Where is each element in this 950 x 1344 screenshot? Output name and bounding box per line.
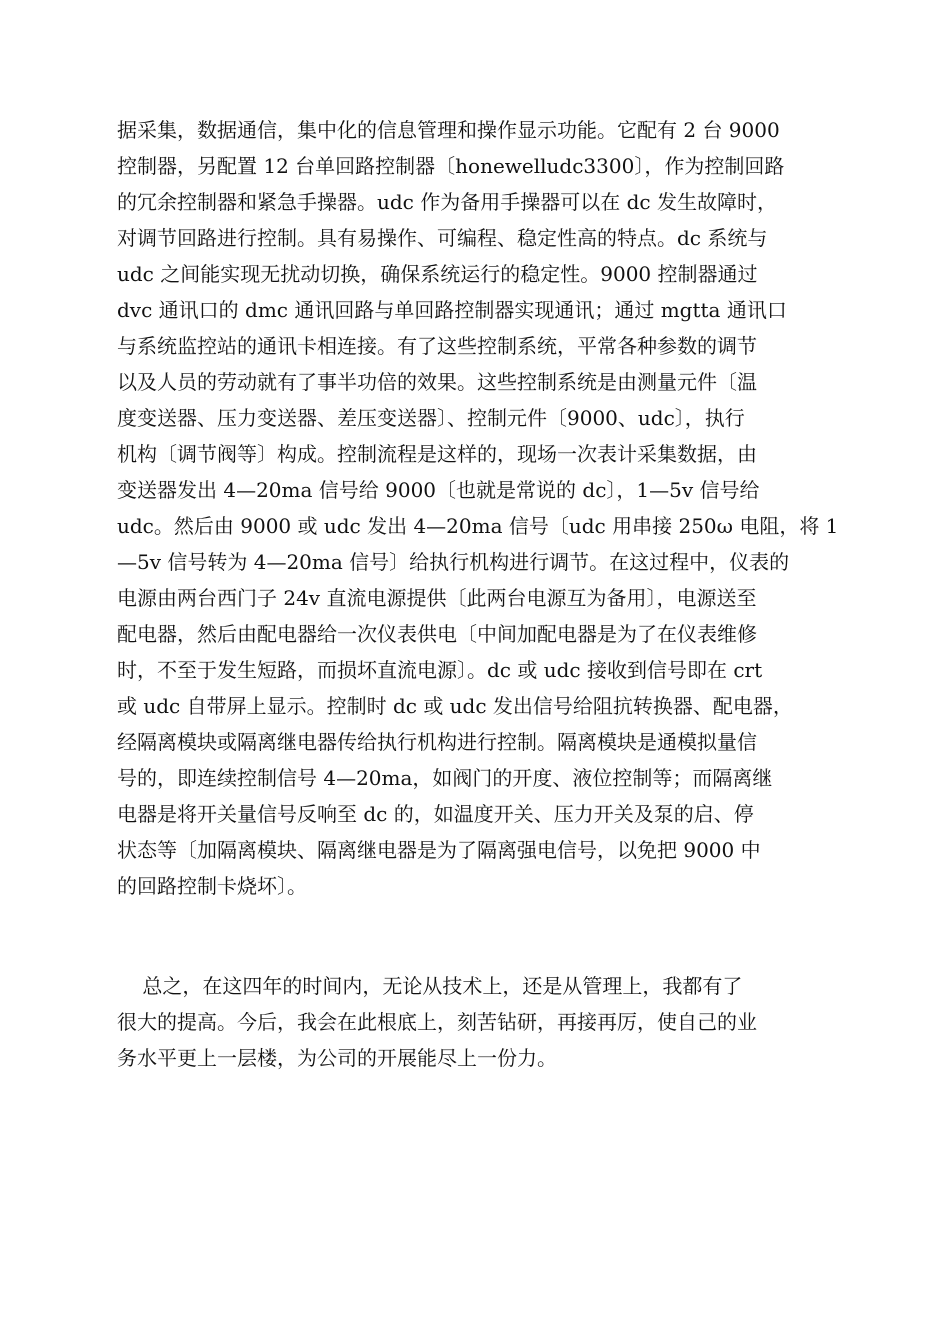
paragraph-1-line: 机构〔调节阀等〕构成。控制流程是这样的，现场一次表计采集数据，由: [117, 442, 757, 466]
paragraph-1-line: 控制器，另配置 12 台单回路控制器〔honewelludc3300〕，作为控制回路: [117, 154, 785, 178]
paragraph-1-line: 据采集，数据通信，集中化的信息管理和操作显示功能。它配有 2 台 9000: [117, 118, 780, 142]
paragraph-1-line: —5v 信号转为 4—20ma 信号〕给执行机构进行调节。在这过程中，仪表的: [117, 550, 790, 574]
paragraph-1-line: 状态等〔加隔离模块、隔离继电器是为了隔离强电信号，以免把 9000 中: [117, 838, 761, 862]
paragraph-1-line: 以及人员的劳动就有了事半功倍的效果。这些控制系统是由测量元件〔温: [117, 370, 757, 394]
paragraph-2: [117, 968, 837, 1076]
paragraph-2-line: 务水平更上一层楼，为公司的开展能尽上一份力。: [117, 1046, 557, 1070]
paragraph-1-line: 电源由两台西门子 24v 直流电源提供〔此两台电源互为备用〕，电源送至: [117, 586, 757, 610]
paragraph-1-line: 的冗余控制器和紧急手操器。udc 作为备用手操器可以在 dc 发生故障时，: [117, 190, 777, 214]
paragraph-1-line: 的回路控制卡烧坏〕。: [117, 874, 307, 898]
paragraph-1-line: dvc 通讯口的 dmc 通讯回路与单回路控制器实现通讯；通过 mgtta 通讯口: [117, 298, 787, 322]
paragraph-1-line: 经隔离模块或隔离继电器传给执行机构进行控制。隔离模块是通模拟量信: [117, 730, 757, 754]
paragraph-1-line: udc 之间能实现无扰动切换，确保系统运行的稳定性。9000 控制器通过: [117, 262, 758, 286]
paragraph-1-line: 对调节回路进行控制。具有易操作、可编程、稳定性高的特点。dc 系统与: [117, 226, 768, 250]
paragraph-2-line: 总之，在这四年的时间内，无论从技术上，还是从管理上，我都有了: [117, 974, 743, 998]
paragraph-1-line: 与系统监控站的通讯卡相连接。有了这些控制系统，平常各种参数的调节: [117, 334, 757, 358]
paragraph-1-line: 电器是将开关量信号反响至 dc 的，如温度开关、压力开关及泵的启、停: [117, 802, 754, 826]
paragraph-1-line: 号的，即连续控制信号 4—20ma，如阀门的开度、液位控制等；而隔离继: [117, 766, 773, 790]
paragraph-1-line: 配电器，然后由配电器给一次仪表供电〔中间加配电器是为了在仪表维修: [117, 622, 757, 646]
paragraph-1-line: udc。然后由 9000 或 udc 发出 4—20ma 信号〔udc 用串接 250ω 电阻，将 1: [117, 514, 839, 538]
paragraph-1-line: 时，不至于发生短路，而损坏直流电源〕。dc 或 udc 接收到信号即在 crt: [117, 658, 763, 682]
paragraph-1-line: 或 udc 自带屏上显示。控制时 dc 或 udc 发出信号给阻抗转换器、配电器，: [117, 694, 793, 718]
paragraph-2-line: 很大的提高。今后，我会在此根底上，刻苦钻研，再接再厉，使自己的业: [117, 1010, 757, 1034]
paragraph-1-line: 度变送器、压力变送器、差压变送器〕、控制元件〔9000、udc〕，执行: [117, 406, 745, 430]
paragraph-1: [117, 112, 837, 904]
paragraph-1-line: 变送器发出 4—20ma 信号给 9000〔也就是常说的 dc〕，1—5v 信号给: [117, 478, 760, 502]
